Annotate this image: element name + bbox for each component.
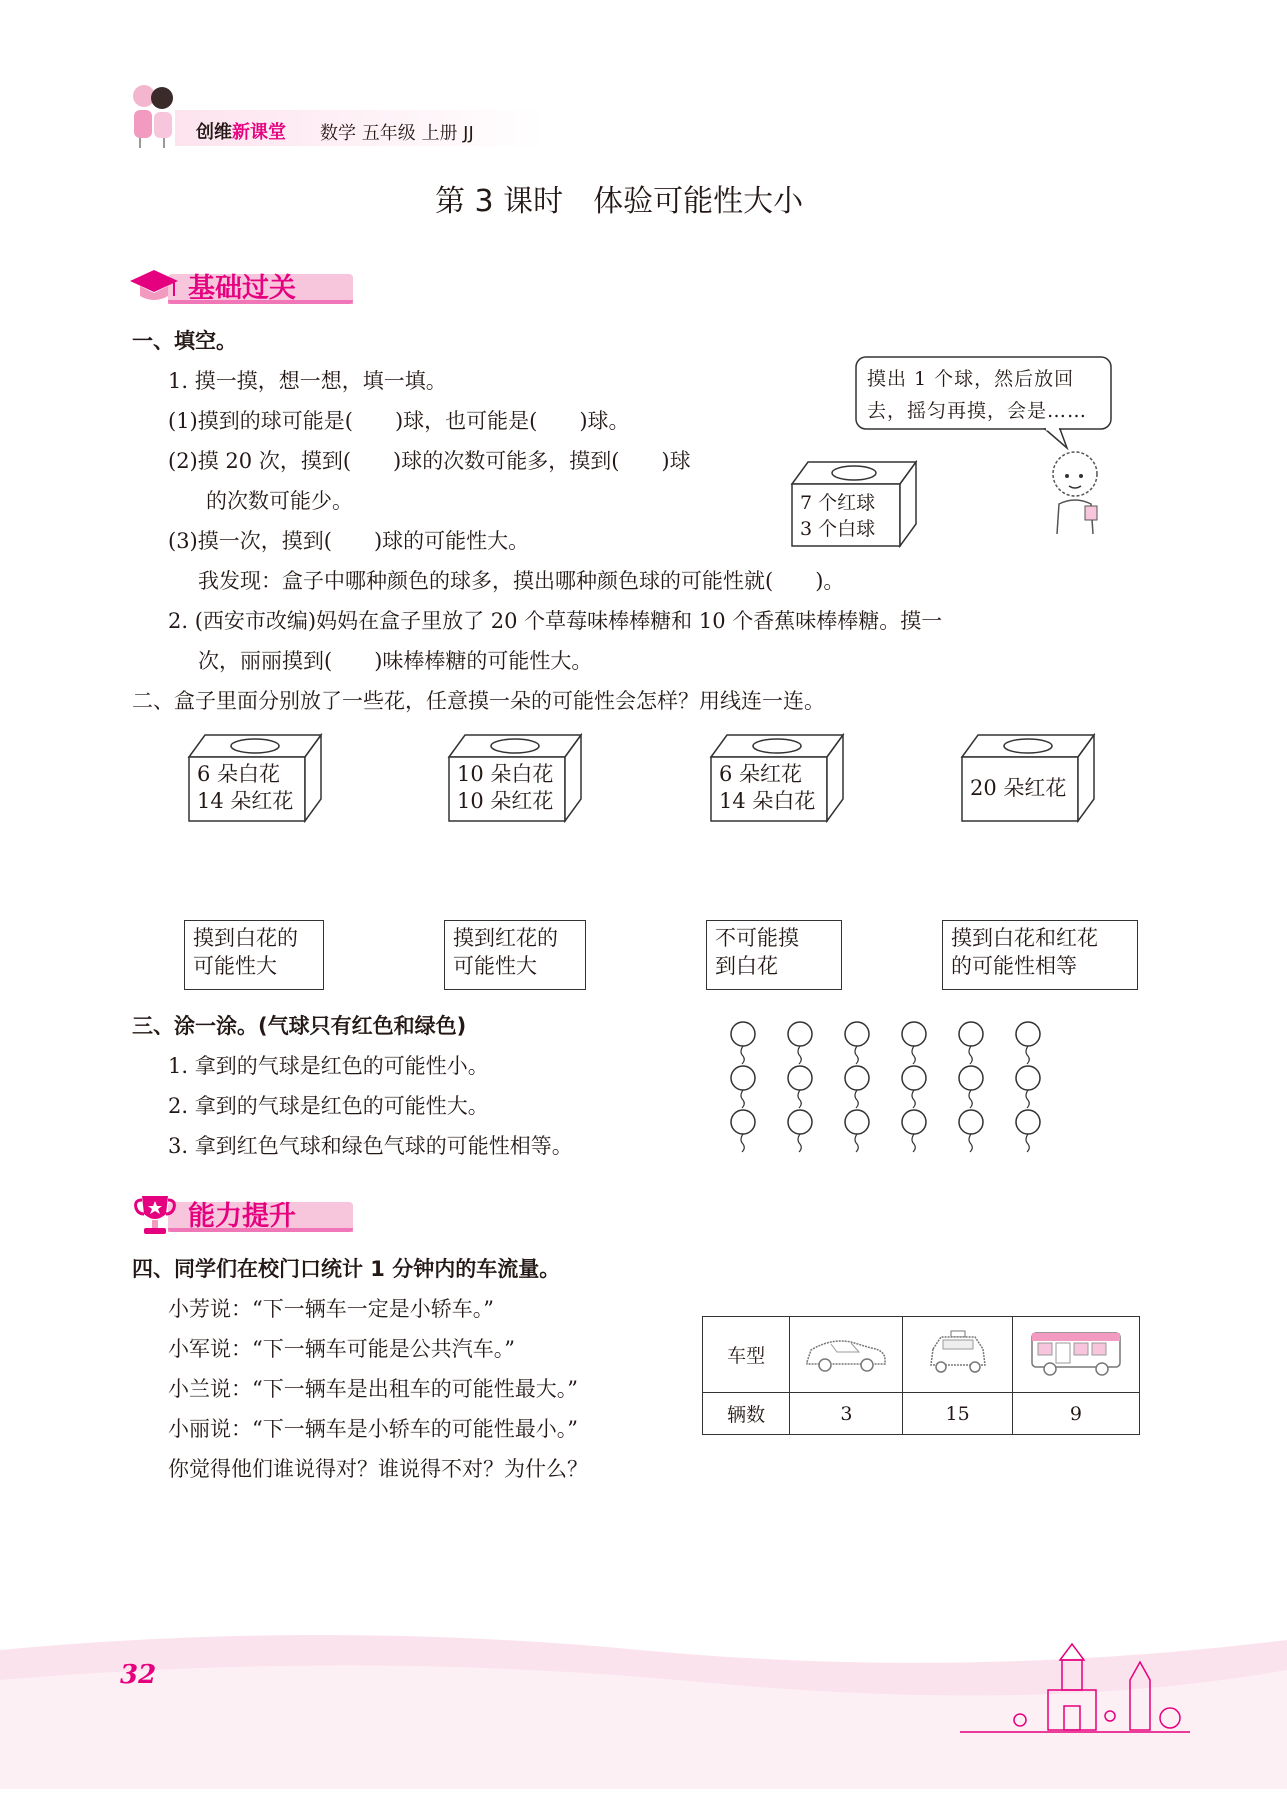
balloon[interactable]	[731, 1066, 755, 1108]
boy-illustration	[1045, 446, 1105, 536]
flower-box-2	[447, 733, 583, 821]
header-mascot	[128, 80, 178, 150]
castle-decoration	[960, 1640, 1190, 1750]
balloon[interactable]	[788, 1022, 812, 1064]
balloon[interactable]	[788, 1066, 812, 1108]
balloon[interactable]	[902, 1110, 926, 1152]
part4-line-1: 小芳说：“下一辆车一定是小轿车。”	[168, 1297, 494, 1321]
flower-box-1	[187, 733, 323, 821]
answer-box-1-line-2: 可能性大	[193, 954, 277, 978]
speech-bubble	[855, 356, 1113, 450]
part4-line-5: 你觉得他们谁说得对？谁说得不对？为什么？	[168, 1457, 588, 1481]
answer-box-4-line-2: 的可能性相等	[951, 954, 1077, 978]
part3-item-3: 3. 拿到红色气球和绿色气球的可能性相等。	[168, 1134, 573, 1158]
flower-box-2-line-1: 10 朵白花	[457, 762, 554, 786]
balloon[interactable]	[902, 1022, 926, 1064]
answer-box-3-line-1: 不可能摸	[715, 926, 799, 950]
answer-box-1-line-1: 摸到白花的	[193, 926, 298, 950]
balloon[interactable]	[845, 1066, 869, 1108]
count-taxi: 15	[903, 1393, 1012, 1435]
car-bus-image	[1012, 1317, 1139, 1393]
ball-box-line-1: 7 个红球	[800, 492, 876, 514]
answer-box-4[interactable]	[942, 920, 1138, 990]
balloon[interactable]	[845, 1022, 869, 1064]
speech-line-2: 去，摇匀再摸，会是……	[867, 400, 1088, 422]
part3-item-2: 2. 拿到的气球是红色的可能性大。	[168, 1094, 489, 1118]
section-banner-ability	[128, 1190, 358, 1236]
balloon-grid	[725, 1018, 1055, 1153]
car-sedan-image	[790, 1317, 903, 1393]
flower-box-3-line-2: 14 朵白花	[719, 789, 816, 813]
balloon[interactable]	[731, 1110, 755, 1152]
book-info: 数学 五年级 上册 JJ	[320, 123, 474, 144]
q1-2a: (2)摸 20 次，摸到( )球的次数可能多，摸到( )球	[168, 449, 691, 473]
count-bus: 9	[1012, 1393, 1139, 1435]
flower-box-4-line-1: 20 朵红花	[970, 776, 1067, 800]
section-banner-basic	[128, 262, 358, 308]
balloon[interactable]	[1016, 1066, 1040, 1108]
speech-line-1: 摸出 1 个球，然后放回	[867, 368, 1075, 390]
q1-2b: 的次数可能少。	[206, 489, 353, 513]
page-title: 第 3 课时 体验可能性大小	[435, 184, 804, 219]
answer-box-1[interactable]	[184, 920, 324, 990]
part1-heading: 一、填空。	[132, 329, 237, 353]
part4-heading: 四、同学们在校门口统计 1 分钟内的车流量。	[132, 1257, 561, 1281]
balloon[interactable]	[845, 1110, 869, 1152]
answer-box-2[interactable]	[444, 920, 586, 990]
flower-box-2-line-2: 10 朵红花	[457, 789, 554, 813]
header-brand	[196, 118, 286, 144]
table-row	[703, 1393, 1140, 1435]
balloon[interactable]	[902, 1066, 926, 1108]
balloon[interactable]	[959, 1066, 983, 1108]
balloon[interactable]	[959, 1022, 983, 1064]
balloon[interactable]	[731, 1022, 755, 1064]
table-row	[703, 1317, 1140, 1393]
part3-item-1: 1. 拿到的气球是红色的可能性小。	[168, 1054, 489, 1078]
q1-3: (3)摸一次，摸到( )球的可能性大。	[168, 529, 530, 553]
section-title-ability: 能力提升	[188, 1201, 296, 1232]
ball-box-line-2: 3 个白球	[800, 518, 876, 540]
part4-line-3: 小兰说：“下一辆车是出租车的可能性最大。”	[168, 1377, 578, 1401]
brand-highlight: 新课堂	[232, 122, 286, 143]
q1-intro: 1. 摸一摸，想一想，填一填。	[168, 369, 447, 393]
flower-box-1-line-1: 6 朵白花	[197, 762, 281, 786]
flower-box-3	[709, 733, 845, 821]
brand-prefix: 创维	[196, 122, 232, 143]
part3-heading: 三、涂一涂。(气球只有红色和绿色)	[132, 1014, 467, 1038]
balloon[interactable]	[788, 1110, 812, 1152]
flower-box-4	[960, 733, 1096, 821]
traffic-table	[702, 1316, 1140, 1435]
answer-box-3-line-2: 到白花	[715, 954, 778, 978]
balloon[interactable]	[1016, 1110, 1040, 1152]
page-number: 32	[120, 1660, 157, 1690]
car-taxi-image	[903, 1317, 1012, 1393]
ball-box	[790, 460, 918, 548]
q2a: 2. (西安市改编)妈妈在盒子里放了 20 个草莓味棒棒糖和 10 个香蕉味棒棒糖。摸一	[168, 609, 943, 633]
answer-box-3[interactable]	[706, 920, 842, 990]
part4-line-2: 小军说：“下一辆车可能是公共汽车。”	[168, 1337, 515, 1361]
q2b: 次，丽丽摸到( )味棒棒糖的可能性大。	[198, 649, 593, 673]
graduation-cap-icon	[128, 266, 180, 310]
table-header-car-type: 车型	[703, 1317, 790, 1393]
section-title-basic: 基础过关	[188, 273, 296, 304]
table-header-count: 辆数	[703, 1393, 790, 1435]
q1-1: (1)摸到的球可能是( )球，也可能是( )球。	[168, 409, 630, 433]
count-sedan: 3	[790, 1393, 903, 1435]
balloon[interactable]	[1016, 1022, 1040, 1064]
discovery-line: 我发现：盒子中哪种颜色的球多，摸出哪种颜色球的可能性就( )。	[198, 569, 845, 593]
balloon[interactable]	[959, 1110, 983, 1152]
trophy-icon	[132, 1192, 178, 1240]
part2-heading: 二、盒子里面分别放了一些花，任意摸一朵的可能性会怎样？用线连一连。	[132, 689, 825, 713]
flower-box-3-line-1: 6 朵红花	[719, 762, 803, 786]
part4-line-4: 小丽说：“下一辆车是小轿车的可能性最小。”	[168, 1417, 578, 1441]
flower-box-1-line-2: 14 朵红花	[197, 789, 294, 813]
answer-box-2-line-1: 摸到红花的	[453, 926, 558, 950]
answer-box-2-line-2: 可能性大	[453, 954, 537, 978]
answer-box-4-line-1: 摸到白花和红花	[951, 926, 1098, 950]
